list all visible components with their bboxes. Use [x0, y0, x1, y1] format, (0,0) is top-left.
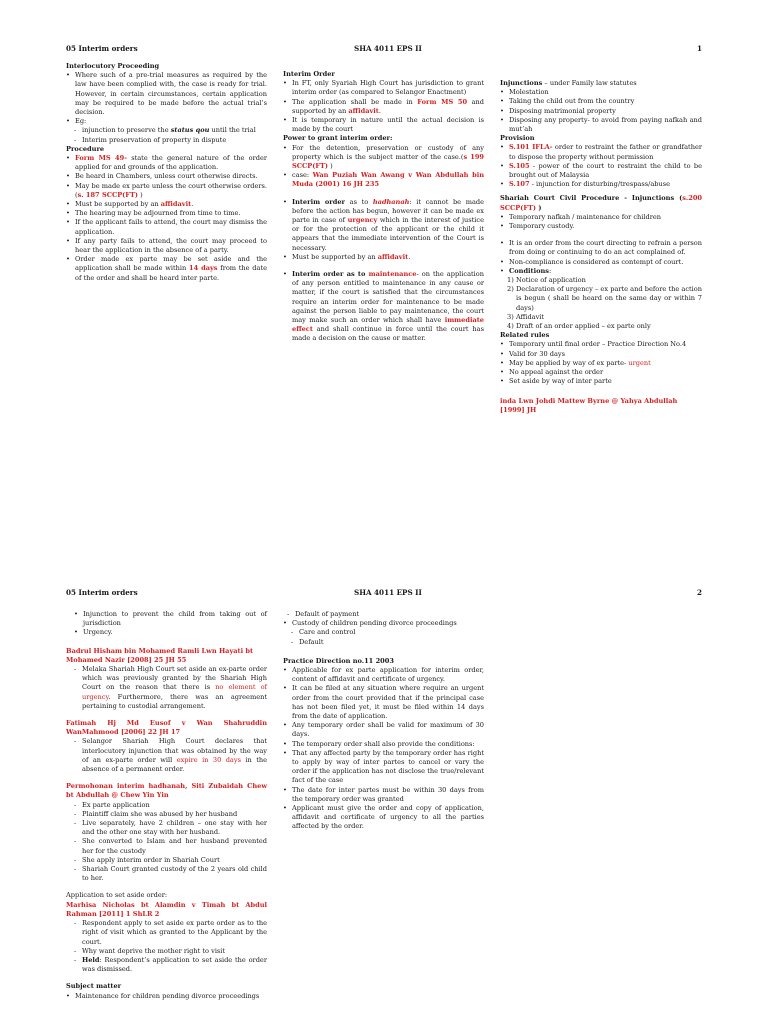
page-header [66, 588, 702, 600]
column-2 [283, 610, 484, 832]
list-item: • Temporary until final order – Practice Direction No.4 [500, 340, 702, 349]
list-item: • S.107 - injunction for disturbing/trespass/abuse [500, 180, 702, 189]
list-item: • May be applied by way of ex parte- urgent [500, 359, 702, 368]
list-item: • Molestation [500, 88, 702, 97]
heading-procedure: Procedure [66, 144, 105, 153]
list-item: • The application shall be made in Form MS 50 and supported by an affidavit. [283, 98, 484, 116]
heading-civil-procedure: Shariah Court Civil Procedure - Injunctions (s.200 SCCP(FT) ) [500, 194, 702, 212]
list-item: - Held: Respondent’s application to set aside the order was dismissed. [66, 956, 267, 974]
list-item: • Set aside by way of inter parte [500, 377, 702, 386]
list-item: • case: Wan Puziah Wan Awang v Wan Abdullah bin Muda (2001) 16 JH 235 [283, 171, 484, 189]
list-item: • S.105 - power of the court to restraint the child to be brought out of Malaysia [500, 162, 702, 180]
list-item: • Taking the child out from the country [500, 97, 702, 106]
list-item: - Melaka Shariah High Court set aside an ex-parte order which was previously granted by the Shariah High Court on the reason that there is no element of urgency. Furthermore, there was an agreement pertaining to custodial arrangement. [66, 665, 267, 711]
heading-related-rules: Related rules [500, 331, 550, 340]
list-item: 1) Notice of application [507, 276, 586, 285]
header-course: SHA 4011 EPS II [354, 588, 422, 597]
list-item: - Selangor Shariah High Court declares that interlocutory injunction that was obtained by the way of an ex-parte order will expire in 30 days in the absence of a permanent order. [66, 737, 267, 774]
list-item: - Shariah Court granted custody of the 2 years old child to her. [66, 865, 267, 883]
list-item: • S.101 IFLA- order to restraint the father or grandfather to dispose the property without permission [500, 143, 702, 161]
heading-practice-direction: Practice Direction no.11 2003 [283, 656, 394, 665]
list-item: - Why want deprive the mother right to visit [66, 947, 267, 956]
list-item: - Respondent apply to set aside ex parte order as to the right of visit which as granted to the Applicant by the court. [66, 919, 267, 947]
column-1 [66, 610, 267, 1001]
heading-provision: Provision [500, 134, 535, 143]
list-item: 2) Declaration of urgency – ex parte and before the action is begun ( shall be heard on the same day or within 7 days) [507, 285, 702, 312]
case-citation: Permohonan interim hadhanah, Siti Zubaidah Chew bt Abdullah @ Chew Yin Yin [66, 782, 267, 800]
list-item: - She converted to Islam and her husband prevented her for the custody [66, 837, 267, 855]
list-item: • Temporary nafkah / maintenance for children [500, 213, 702, 222]
header-page-number: 2 [696, 588, 702, 597]
heading-power: Power to grant interim order: [283, 134, 393, 143]
list-item: 3) Affidavit [507, 312, 545, 321]
subheading: Application to set aside order: [66, 891, 168, 900]
list-item: - Live separately, have 2 children – one stay with her and the other one stay with her husband. [66, 819, 267, 837]
list-item: 4) Draft of an order applied – ex parte only [507, 322, 651, 331]
list-item: • For the detention, preservation or custody of any property which is the subject matter of the case.(s 199 SCCP(FT) ) [283, 144, 484, 172]
list-item: • Non-compliance is considered as contempt of court. [500, 258, 702, 267]
header-chapter: 05 Interim orders [66, 588, 138, 597]
list-item: • Applicant must give the order and copy of application, affidavit and certificate of urgency to all the parties affected by the order. [283, 804, 484, 832]
list-item: - Care and control [283, 628, 484, 637]
list-item: • Conditions: [500, 267, 702, 276]
list-item: • It can be filed at any situation where require an urgent order from the court provided that if the principal case has not been filed yet, it must be filed within 14 days from the date of application. [283, 684, 484, 721]
list-item: • No appeal against the order [500, 368, 702, 377]
list-item: • Where such of a pre-trial measures as required by the law have been complied with, the case is ready for trial. However, in certain circumstances, certain application may be required to be made before the actual trial’s decision. [66, 71, 267, 117]
list-item: • If the applicant fails to attend, the court may dismiss the application. [66, 218, 267, 236]
column-1 [66, 62, 267, 283]
header-chapter: 05 Interim orders [66, 44, 138, 53]
list-item: - Interim preservation of property in dispute [66, 136, 267, 145]
list-item: • Disposing matrimonial property [500, 107, 702, 116]
heading-interlocutory: Interlocutory Proceeding [66, 62, 160, 70]
list-item: • Order made ex parte may be set aside and the application shall be made within 14 days from the date of the order and shall be heard inter parte. [66, 255, 267, 283]
list-item: • Interim order as to hadhanah: it cannot be made before the action has begun, however it can be made ex parte in case of urgency which in the interest of justice or for the protection of the applicant or the child it appears that the immediate intervention of the Court is necessary. [283, 198, 484, 253]
list-item: • It is temporary in nature until the actual decision is made by the court [283, 116, 484, 134]
column-3 [500, 79, 702, 415]
list-item: • Form MS 49- state the general nature of the order applied for and grounds of the application. [66, 154, 267, 172]
list-item: • Urgency. [74, 628, 267, 637]
list-item: • Be heard in Chambers, unless court otherwise directs. [66, 172, 267, 181]
list-item: • The temporary order shall also provide the conditions: [283, 740, 484, 749]
list-item: • Maintenance for children pending divorce proceedings [66, 992, 267, 1001]
heading-interim-order: Interim Order [283, 70, 335, 78]
list-item: • Must be supported by an affidavit. [283, 253, 484, 262]
list-item: • Must be supported by an affidavit. [66, 200, 267, 209]
list-item: - injunction to preserve the status qou until the trial [66, 126, 267, 135]
list-item: • May be made ex parte unless the court otherwise orders. (s. 187 SCCP(FT) ) [66, 182, 267, 200]
case-citation: inda Lwn Johdi Mattew Byrne @ Yahya Abdullah [1999] JH [500, 396, 678, 414]
heading-subject-matter: Subject matter [66, 982, 122, 991]
case-citation: Badrul Hisham bin Mohamed Ramli Lwn Hayati bt Mohamed Nazir [2008] 25 JH 55 [66, 646, 254, 664]
list-item: • Eg: [66, 117, 267, 126]
list-item: • In FT, only Syariah High Court has jurisdiction to grant interim order (as compared to Selangor Enactment) [283, 79, 484, 97]
list-item: - She apply interim order in Shariah Court [66, 856, 267, 865]
list-item: - Plaintiff claim she was abused by her husband [66, 810, 267, 819]
case-citation: Fatimah Hj Md Eusof v Wan Shahruddin WanMahmood [2006] 22 JH 17 [66, 719, 267, 737]
case-citation: Marhisa Nicholas bt Alamdin v Timah bt Abdul Rahman [2011] 1 ShLR 2 [66, 900, 267, 918]
list-item: • It is an order from the court directing to refrain a person from doing or continuing to do an act complained of. [500, 239, 702, 257]
list-item: • Disposing any property- to avoid from paying nafkah and mut’ah [500, 116, 702, 134]
list-item: • If any party fails to attend, the court may proceed to hear the application in the absence of a party. [66, 237, 267, 255]
list-item: • Interim order as to maintenance- on the application of any person entitled to maintenance in any cause or matter, if the court is satisfied that the circumstances require an interim order for maintenance to be made against the person liable to pay maintenance, the court may make such an order which shall have immediate effect and shall continue in force until the court has made a decision on the cause or matter. [283, 270, 484, 344]
list-item: • Injunction to prevent the child from taking out of jurisdiction [74, 610, 267, 628]
header-page-number: 1 [696, 44, 702, 53]
list-item: - Ex parte application [66, 801, 267, 810]
document-page-2 [0, 578, 768, 1024]
list-item: • Temporary custody. [500, 222, 702, 231]
list-item: • Any temporary order shall be valid for maximum of 30 days. [283, 721, 484, 739]
list-item: • The date for inter partes must be within 30 days from the temporary order was granted [283, 786, 484, 804]
list-item: • The hearing may be adjourned from time to time. [66, 209, 267, 218]
list-item: • Custody of children pending divorce proceedings [283, 619, 484, 628]
list-item: - Default of payment [279, 610, 484, 619]
header-course: SHA 4011 EPS II [354, 44, 422, 53]
list-item: • That any affected party by the temporary order has right to apply by way of inter partes to cancel or vary the order if the application has not disclose the true/relevant fact of the case [283, 749, 484, 786]
heading-injunctions: Injunctions – under Family law statutes [500, 79, 637, 87]
column-2 [283, 70, 484, 344]
list-item: - Default [283, 638, 484, 647]
list-item: • Valid for 30 days [500, 350, 702, 359]
list-item: • Applicable for ex parte application for interim order, content of affidavit and certificate of urgency. [283, 666, 484, 684]
page-header [66, 44, 702, 56]
